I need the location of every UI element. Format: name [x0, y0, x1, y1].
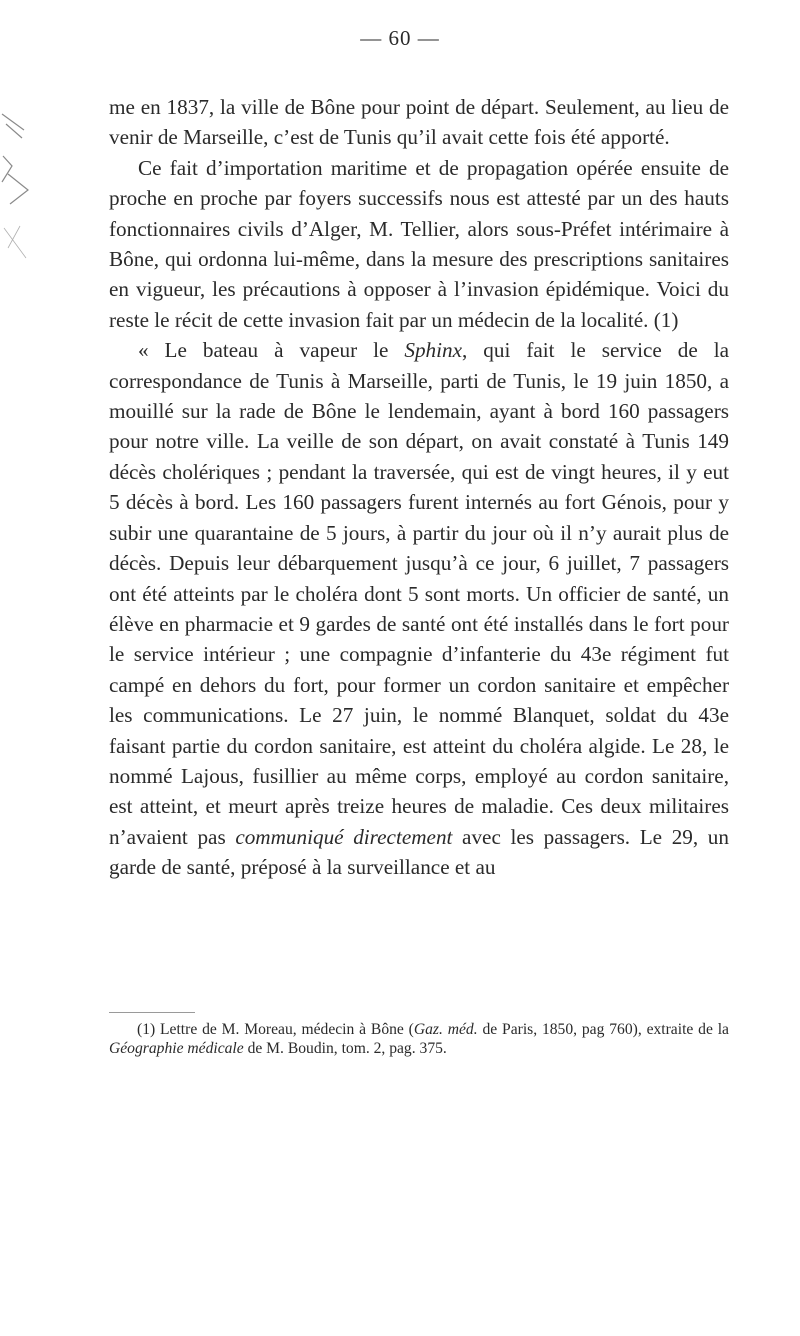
- italic-text: Gaz. méd.: [413, 1021, 478, 1038]
- text-run: Ce fait d’importation maritime et de propagation opérée ensuite de proche en proche par foyers successifs nous est attesté par un des hauts fonctionnaires civils d’Alger, M. Tellier, alors sous-Préfet intérimaire à Bône, qui ordonna lui-même, dans la mesure des prescriptions sanitaires en vigueur, les précautions à opposer à l’invasion épidémique. Voici du reste le récit de cette invasion fait par un médecin de la localité. (1): [109, 155, 729, 332]
- margin-ink-mark: [0, 108, 32, 278]
- italic-text: communiqué directement: [235, 824, 453, 849]
- text-run: de M. Boudin, tom. 2, pag. 375.: [243, 1040, 447, 1057]
- footnote: [109, 1020, 729, 1058]
- text-run: avec les passagers. Le 29, un garde de santé, préposé à la surveillance et au: [109, 824, 729, 880]
- paragraph: [109, 153, 729, 335]
- paragraph: [109, 335, 729, 882]
- text-run: de Paris, 1850, pag 760), extraite de la: [477, 1021, 729, 1038]
- italic-text: Sphinx: [404, 338, 463, 363]
- text-run: (1) Lettre de M. Moreau, médecin à Bône (: [137, 1021, 414, 1038]
- text-run: , qui fait le service de la correspondance de Tunis à Marseille, parti de Tunis, le 19 juin 1850, a mouillé sur la rade de Bône le lendemain, ayant à bord 160 passagers pour notre ville. La veille de son départ, on avait constaté à Tunis 149 décès cholériques ; pendant la traversée, qui est de vingt heures, il y eut 5 décès à bord. Les 160 passagers furent internés au fort Génois, pour y subir une quarantaine de 5 jours, à partir du jour où il n’y aurait plus de décès. Depuis leur débarquement jusqu’à ce jour, 6 juillet, 7 passagers ont été atteints par le choléra dont 5 sont morts. Un officier de santé, un élève en pharmacie et 9 gardes de santé ont été installés dans le fort pour le service intérieur ; une compagnie d’infanterie du 43e régiment fut campé en dehors du fort, pour former un cordon sanitaire et empêcher les communications. Le 27 juin, le nommé Blanquet, soldat du 43e faisant partie du cordon sanitaire, est atteint du choléra algide. Le 28, le nommé Lajous, fusillier au même corps, employé au cordon sanitaire, est atteint, et meurt après treize heures de maladie. Ces deux militaires n’avaient pas: [109, 338, 729, 849]
- page-number: — 60 —: [360, 26, 440, 50]
- footnote-rule: [109, 1012, 195, 1013]
- body-text: [109, 92, 729, 883]
- text-run: « Le bateau à vapeur le: [138, 338, 405, 363]
- italic-text: Géographie médicale: [109, 1040, 244, 1057]
- paragraph: [109, 92, 729, 153]
- text-run: me en 1837, la ville de Bône pour point de départ. Seulement, au lieu de venir de Marseille, c’est de Tunis qu’il avait cette fois été apporté.: [109, 95, 729, 150]
